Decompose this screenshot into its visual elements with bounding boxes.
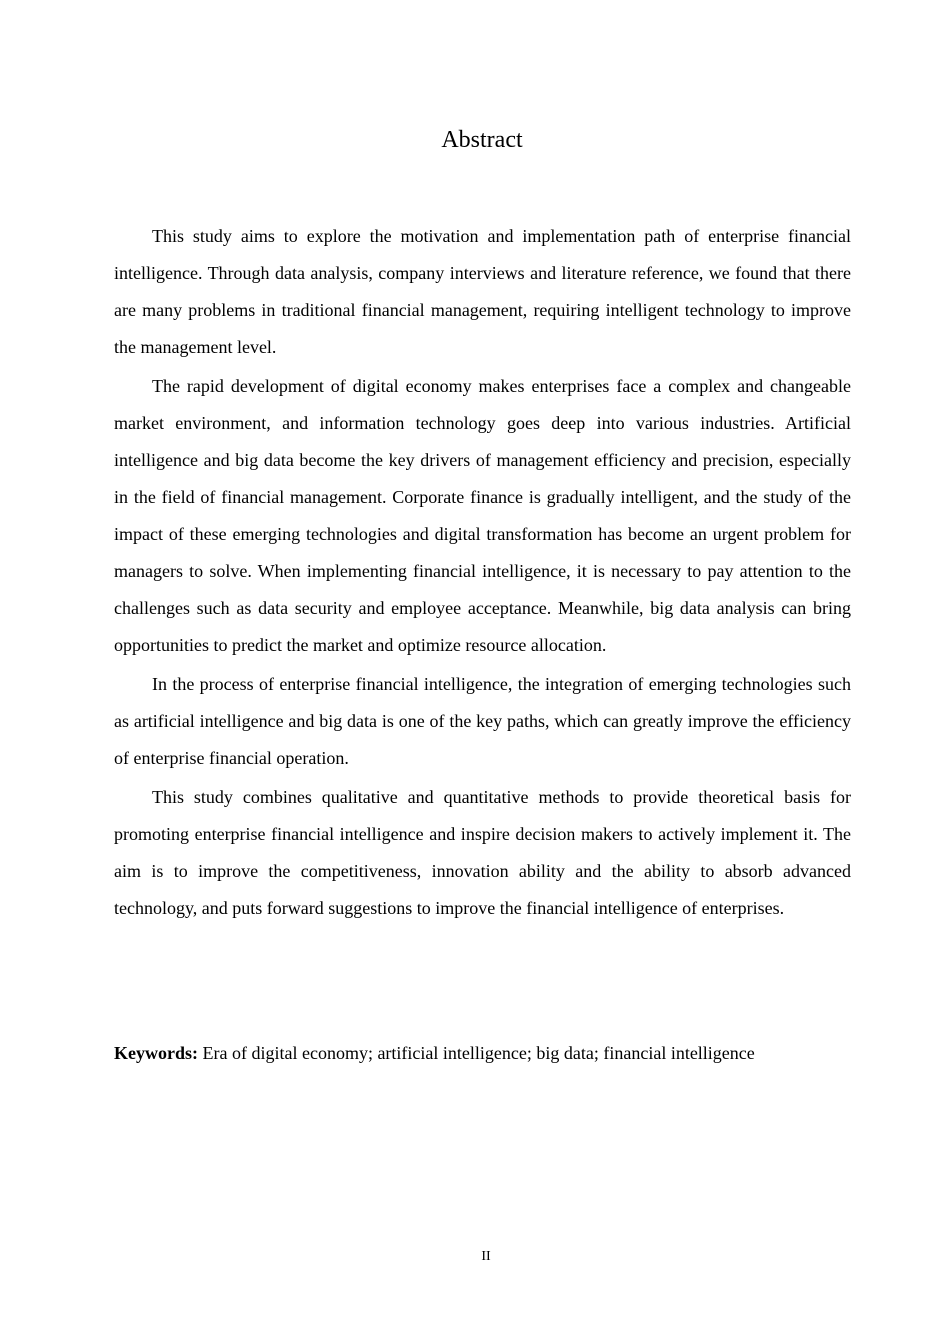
page-title: Abstract xyxy=(441,127,523,153)
page-number: II xyxy=(481,1249,491,1264)
abstract-paragraph: In the process of enterprise financial intelligence, the integration of emerging technologies such as artificial intelligence and big data is one of the key paths, which can greatly improve the efficiency of enterprise financial operation. xyxy=(114,674,851,768)
keywords-line xyxy=(114,1038,851,1068)
abstract-body xyxy=(114,218,851,929)
abstract-paragraph: The rapid development of digital economy makes enterprises face a complex and changeable market environment, and information technology goes deep into various industries. Artificial intelligence and big data become the key drivers of management efficiency and precision, especially in the field of financial management. Corporate finance is gradually intelligent, and the study of the impact of these emerging technologies and digital transformation has become an urgent problem for managers to solve. When implementing financial intelligence, it is necessary to pay attention to the challenges such as data security and employee acceptance. Meanwhile, big data analysis can bring opportunities to predict the market and optimize resource allocation. xyxy=(114,376,851,655)
abstract-paragraph: This study aims to explore the motivation and implementation path of enterprise financial intelligence. Through data analysis, company interviews and literature reference, we found that there are many problems in traditional financial management, requiring intelligent technology to improve the management level. xyxy=(114,226,851,357)
keywords-label: Keywords: xyxy=(114,1043,198,1063)
abstract-paragraph: This study combines qualitative and quantitative methods to provide theoretical basis for promoting enterprise financial intelligence and inspire decision makers to actively implement it. The aim is to improve the competitiveness, innovation ability and the ability to absorb advanced technology, and puts forward suggestions to improve the financial intelligence of enterprises. xyxy=(114,787,851,918)
keywords-text: Era of digital economy; artificial intelligence; big data; financial intelligence xyxy=(198,1043,755,1063)
